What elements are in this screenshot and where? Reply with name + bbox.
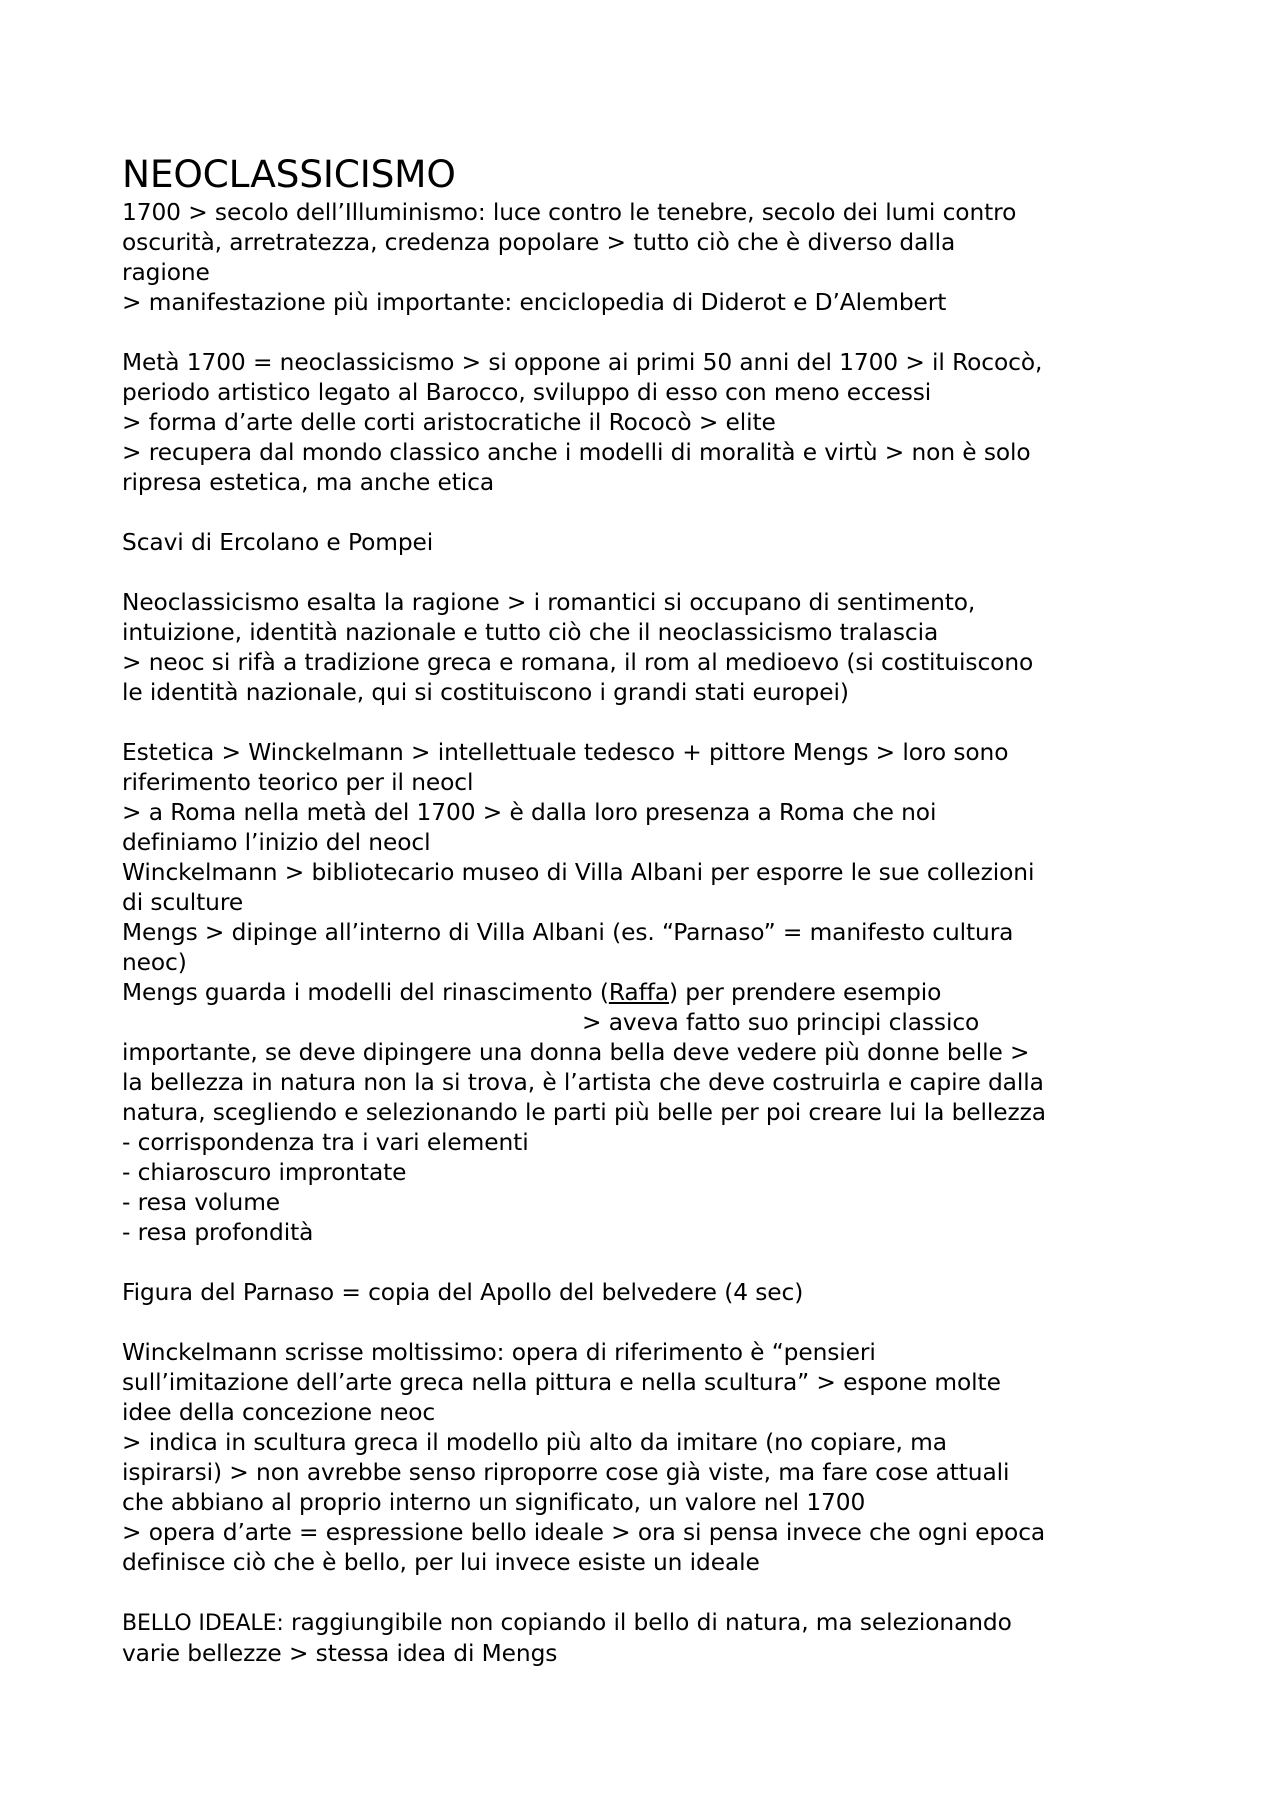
indented-text-line: > aveva fatto suo principi classico bbox=[582, 1009, 980, 1036]
text-fragment: ) per prendere esempio bbox=[669, 979, 942, 1006]
text-line: definiamo l’inizio del neocl bbox=[122, 829, 431, 856]
text-line: definisce ciò che è bello, per lui invece esiste un ideale bbox=[122, 1549, 760, 1576]
text-line: > recupera dal mondo classico anche i modelli di moralità e virtù > non è solo bbox=[122, 439, 1031, 466]
text-line: Neoclassicismo esalta la ragione > i romantici si occupano di sentimento, bbox=[122, 589, 976, 616]
text-line: Estetica > Winckelmann > intellettuale tedesco + pittore Mengs > loro sono bbox=[122, 739, 1009, 766]
text-line: > neoc si rifà a tradizione greca e romana, il rom al medioevo (si costituiscono bbox=[122, 649, 1034, 676]
paragraph-winckelmann bbox=[122, 1338, 1172, 1578]
text-line: Figura del Parnaso = copia del Apollo del belvedere (4 sec) bbox=[122, 1279, 804, 1306]
text-line: intuizione, identità nazionale e tutto ciò che il neoclassicismo tralascia bbox=[122, 619, 939, 646]
text-line: ragione bbox=[122, 259, 210, 286]
list-item: - corrispondenza tra i vari elementi bbox=[122, 1129, 529, 1156]
text-line: > a Roma nella metà del 1700 > è dalla loro presenza a Roma che noi bbox=[122, 799, 937, 826]
list-item: - resa profondità bbox=[122, 1219, 314, 1246]
text-line: di sculture bbox=[122, 889, 244, 916]
paragraph-parnaso bbox=[122, 1278, 1172, 1308]
paragraph-ragione bbox=[122, 588, 1172, 708]
paragraph-gap bbox=[122, 498, 1172, 528]
paragraph-gap bbox=[122, 318, 1172, 348]
document-body bbox=[122, 152, 1172, 1669]
text-line: Mengs > dipinge all’interno di Villa Albani (es. “Parnaso” = manifesto cultura bbox=[122, 919, 1014, 946]
raffa-underlined-text: Raffa bbox=[608, 979, 669, 1006]
paragraph-gap bbox=[122, 1578, 1172, 1608]
document-title: NEOCLASSICISMO bbox=[122, 152, 456, 196]
text-line bbox=[122, 1608, 1172, 1639]
text-line: Winckelmann scrisse moltissimo: opera di riferimento è “pensieri bbox=[122, 1339, 876, 1366]
text-fragment: Mengs guarda i modelli del rinascimento ( bbox=[122, 979, 609, 1006]
text-line: neoc) bbox=[122, 949, 187, 976]
text-line: varie bellezze > stessa idea di Mengs bbox=[122, 1640, 558, 1667]
paragraph-scavi bbox=[122, 528, 1172, 558]
text-line: le identità nazionale, qui si costituiscono i grandi stati europei) bbox=[122, 679, 849, 706]
text-line: > manifestazione più importante: enciclopedia di Diderot e D’Alembert bbox=[122, 289, 947, 316]
paragraph-rococo bbox=[122, 348, 1172, 498]
text-line: idee della concezione neoc bbox=[122, 1399, 436, 1426]
text-line: importante, se deve dipingere una donna bella deve vedere più donne belle > bbox=[122, 1039, 1030, 1066]
list-item: - resa volume bbox=[122, 1189, 281, 1216]
text-line-raffa bbox=[122, 978, 1172, 1008]
text-line: che abbiano al proprio interno un significato, un valore nel 1700 bbox=[122, 1489, 866, 1516]
text-line: sull’imitazione dell’arte greca nella pittura e nella scultura” > espone molte bbox=[122, 1369, 1001, 1396]
paragraph-estetica bbox=[122, 738, 1172, 1248]
text-line: ispirarsi) > non avrebbe senso riproporre cose già viste, ma fare cose attuali bbox=[122, 1459, 1010, 1486]
text-line: la bellezza in natura non la si trova, è l’artista che deve costruirla e capire dalla bbox=[122, 1069, 1044, 1096]
list-item: - chiaroscuro improntate bbox=[122, 1159, 407, 1186]
text-line: Scavi di Ercolano e Pompei bbox=[122, 529, 434, 556]
text-line: oscurità, arretratezza, credenza popolare > tutto ciò che è diverso dalla bbox=[122, 229, 956, 256]
text-line: riferimento teorico per il neocl bbox=[122, 769, 474, 796]
text-line: > forma d’arte delle corti aristocratiche il Rococò > elite bbox=[122, 409, 776, 436]
paragraph-gap bbox=[122, 708, 1172, 738]
paragraph-gap bbox=[122, 558, 1172, 588]
text-line: Winckelmann > bibliotecario museo di Villa Albani per esporre le sue collezioni bbox=[122, 859, 1035, 886]
paragraph-gap bbox=[122, 1248, 1172, 1278]
text-line: ripresa estetica, ma anche etica bbox=[122, 469, 495, 496]
text-line: natura, scegliendo e selezionando le parti più belle per poi creare lui la bellezza bbox=[122, 1099, 1046, 1126]
paragraph-illuminismo bbox=[122, 198, 1172, 318]
text-line: > indica in scultura greca il modello più alto da imitare (no copiare, ma bbox=[122, 1429, 947, 1456]
text-fragment: raggiungibile non copiando il bello di natura, ma selezionando bbox=[283, 1609, 1012, 1636]
text-line: 1700 > secolo dell’Illuminismo: luce contro le tenebre, secolo dei lumi contro bbox=[122, 199, 1017, 226]
text-line: > opera d’arte = espressione bello ideale > ora si pensa invece che ogni epoca bbox=[122, 1519, 1046, 1546]
paragraph-gap bbox=[122, 1308, 1172, 1338]
text-line: Metà 1700 = neoclassicismo > si oppone ai primi 50 anni del 1700 > il Rococò, bbox=[122, 349, 1043, 376]
bello-ideale-label: BELLO IDEALE: bbox=[122, 1611, 284, 1636]
paragraph-bello-ideale bbox=[122, 1608, 1172, 1669]
text-line: periodo artistico legato al Barocco, sviluppo di esso con meno eccessi bbox=[122, 379, 932, 406]
